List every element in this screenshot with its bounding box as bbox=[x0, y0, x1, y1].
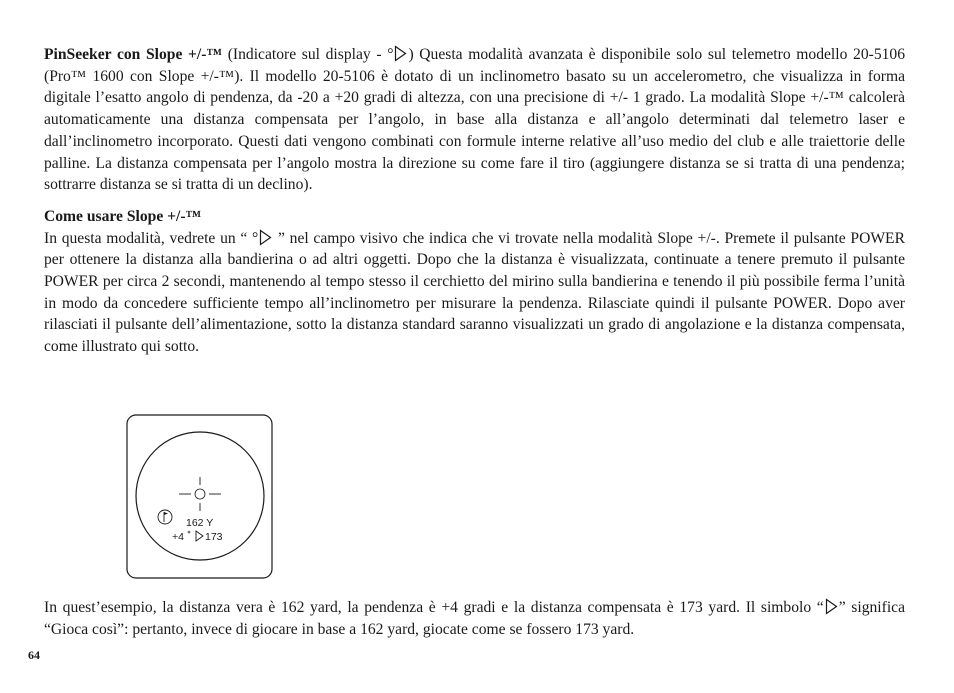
caption-paragraph bbox=[44, 597, 905, 640]
display-distance: 162 Y bbox=[186, 517, 214, 529]
display-compensated: 173 bbox=[205, 531, 223, 543]
section-pinseeker-text-a: (Indicatore sul display - ° bbox=[222, 46, 394, 63]
display-slope: +4 bbox=[172, 531, 184, 543]
section-pinseeker-text-b: ) Questa modalità avanzata è disponibile solo sul telemetro modello 20-5106 (Pro™ 1600 con Slope +/-™). Il modello 20-5106 è dotato di un inclinometro basato su un accelerometro, che visualizza in forma digitale l’esatto angolo di pendenza, da -20 a +20 gradi di altezza, con una precisione di +/- 1 grado. La modalità Slope +/-™ calcolerà automaticamente una distanza compensata per l’angolo, in base alla distanza e all’angolo determinati dal telemetro laser e dall’inclinometro incorporato. Questi dati vengono combinati con formule interne relative all’uso medio del club e alle traiettorie delle palline. La distanza compensata per l’angolo mostra la direzione su come fare il tiro (aggiungere distanza se si tratta di una pendenza; sottrarre distanza se si tratta di un declino). bbox=[44, 46, 906, 194]
reticle-circle bbox=[195, 489, 205, 499]
section-how-to-heading bbox=[44, 206, 905, 228]
section-how-to-text-a: In questa modalità, vedrete un “ ° bbox=[44, 229, 259, 247]
rangefinder-display-figure bbox=[126, 414, 273, 579]
play-triangle-icon bbox=[259, 229, 272, 246]
play-triangle-icon bbox=[196, 531, 203, 541]
rangefinder-display-svg bbox=[126, 414, 273, 579]
viewfinder-circle bbox=[136, 432, 264, 560]
section-how-to-title: Come usare Slope +/-™ bbox=[44, 207, 202, 225]
flag-icon bbox=[158, 510, 172, 524]
caption-text-b: ” significa “Gioca così”: pertanto, invece di giocare in base a 162 yard, giocate come se fossero 173 yard. bbox=[44, 599, 905, 638]
example-caption bbox=[44, 597, 905, 640]
section-how-to-text-b: ” nel campo visivo che indica che vi trovate nella modalità Slope +/-. Premete il pulsante POWER per ottenere la distanza alla bandierina o ad altri oggetti. Dopo che la distanza è visualizzata, continuate a tenere premuto il pulsante POWER per circa 2 secondi, mantenendo al tempo stesso il cerchietto del mirino sulla bandierina e tenendo il più possibile ferma l’unità in modo da concedere sufficiente tempo all’inclinometro per misurare la pendenza. Rilasciate quindi il pulsante POWER. Dopo aver rilasciati il pulsante dell’alimentazione, sotto la distanza standard saranno visualizzati un grado di angolazione e la distanza compensata, come illustrato qui sotto. bbox=[44, 229, 905, 356]
play-triangle-icon bbox=[394, 45, 407, 62]
section-how-to bbox=[44, 228, 905, 358]
page-number: 64 bbox=[28, 648, 40, 662]
section-pinseeker bbox=[44, 44, 905, 196]
section-pinseeker-title: PinSeeker con Slope +/-™ bbox=[44, 46, 223, 63]
play-triangle-icon bbox=[825, 598, 838, 615]
degree-icon bbox=[188, 531, 190, 533]
document-body bbox=[44, 44, 905, 358]
caption-text-a: In quest’esempio, la distanza vera è 162 yard, la pendenza è +4 gradi e la distanza compensata è 173 yard. Il simbolo “ bbox=[44, 599, 824, 616]
display-frame bbox=[127, 415, 272, 578]
